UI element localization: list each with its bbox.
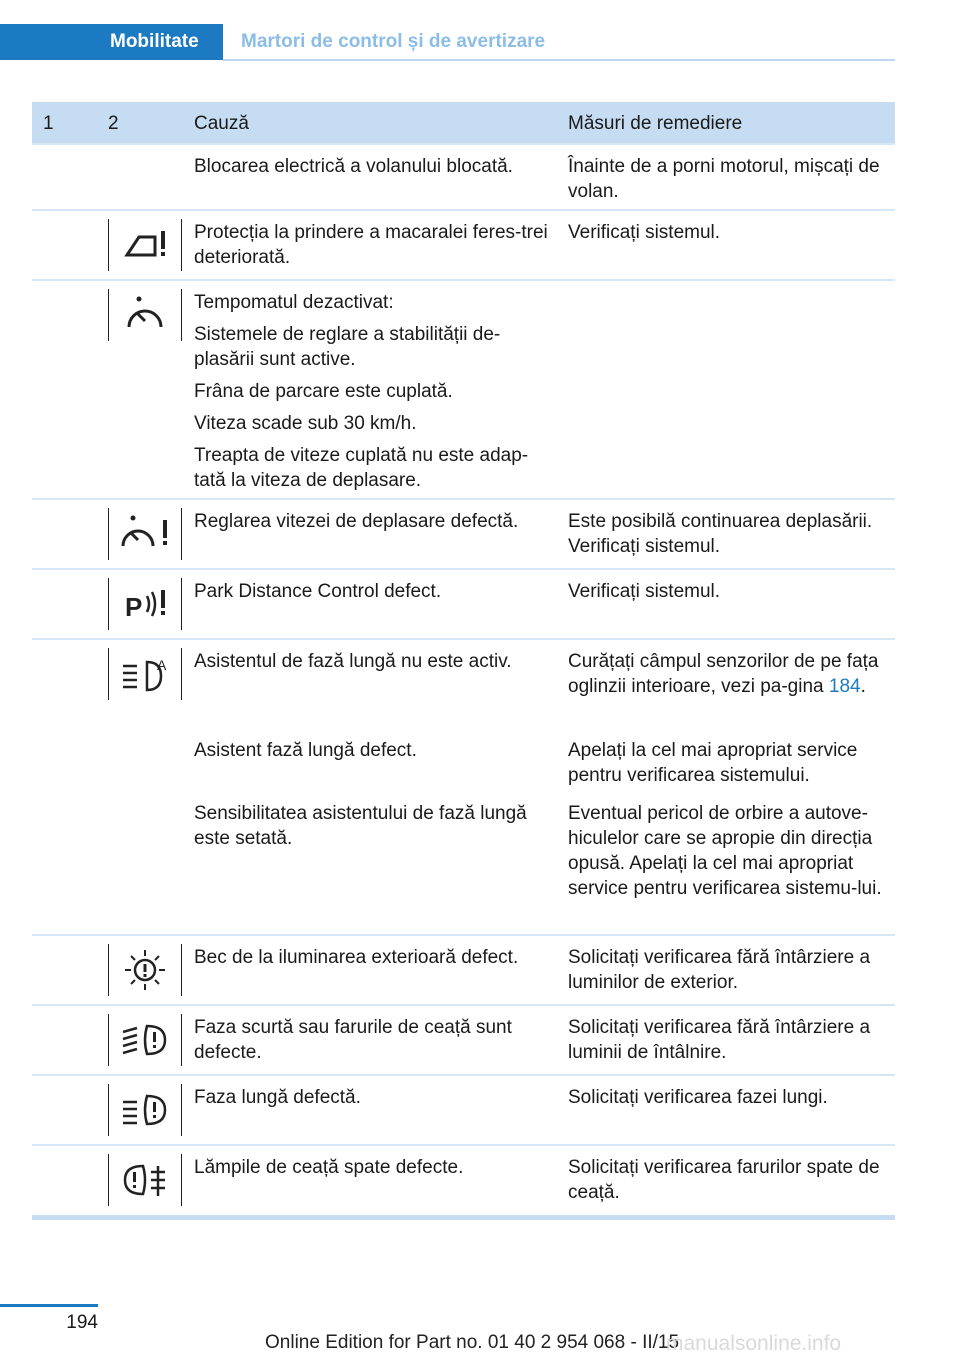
low-beam-failure-icon — [108, 1014, 182, 1066]
table-row — [32, 638, 895, 934]
high-beam-assistant-icon — [108, 648, 182, 700]
remedy-text — [568, 649, 898, 699]
page-number-rule — [0, 1304, 98, 1307]
page-number: 194 — [66, 1312, 98, 1333]
cause-text: Treapta de viteze cuplată nu este adap-tată la viteza de deplasare. — [194, 445, 529, 491]
cause-text: Faza scurtă sau farurile de ceață sunt defecte. — [194, 1017, 512, 1063]
cause-text: Lămpile de ceață spate defecte. — [194, 1157, 464, 1178]
cause-text: Faza lungă defectă. — [194, 1087, 361, 1108]
header-divider — [223, 59, 895, 61]
table-row — [32, 279, 895, 498]
cause-list — [194, 290, 549, 500]
cruise-control-warning-icon — [108, 508, 182, 560]
watermark: manualsonline.info — [666, 1332, 842, 1355]
cause-text: Bec de la iluminarea exterioară defect. — [194, 947, 519, 968]
svg-text:A: A — [157, 657, 167, 673]
remedy-pre: Curățați câmpul senzorilor de pe fața oglinzii interioare, vezi pa-gina — [568, 651, 879, 697]
table-row — [32, 143, 895, 209]
table-row — [32, 1144, 895, 1215]
table-row — [32, 209, 895, 279]
col-header-remedy: Măsuri de remediere — [568, 113, 743, 134]
remedy-text: Verificați sistemul. — [568, 581, 721, 602]
remedy-text: Înainte de a porni motorul, mișcați de volan. — [568, 156, 880, 202]
cause-text: Park Distance Control defect. — [194, 581, 442, 602]
cause-text: Frâna de parcare este cuplată. — [194, 381, 453, 402]
col-header-1: 1 — [43, 113, 54, 134]
edition-footer: Online Edition for Part no. 01 40 2 954 068 - II/15 — [265, 1332, 680, 1353]
remedy-text: Solicitați verificarea fazei lungi. — [568, 1087, 828, 1108]
col-header-2: 2 — [108, 113, 119, 134]
cause-text: Reglarea vitezei de deplasare defectă. — [194, 511, 519, 532]
table-row — [32, 1004, 895, 1074]
remedy-text: Solicitați verificarea farurilor spate de ceață. — [568, 1157, 880, 1203]
remedy-post: . — [860, 676, 866, 697]
cause-text: Sistemele de reglare a stabilității de-plasării sunt active. — [194, 324, 501, 370]
remedy-text: Este posibilă continuarea deplasării. Verificați sistemul. — [568, 511, 873, 557]
remedy-text: Apelați la cel mai apropriat service pentru verificarea sistemului. — [568, 740, 858, 786]
col-header-cause: Cauză — [194, 113, 249, 134]
page-header — [0, 0, 960, 62]
section-tab[interactable]: Mobilitate — [0, 24, 223, 60]
cause-text: Asistent fază lungă defect. — [194, 740, 417, 761]
cause-text: Asistentul de fază lungă nu este activ. — [194, 651, 512, 672]
table-bottom-rule — [32, 1215, 895, 1220]
exterior-bulb-failure-icon — [108, 944, 182, 996]
remedy-text: Eventual pericol de orbire a autove-hiculelor care se apropie din direcția opusă. Apelați la cel mai apropriat service pentru verificarea sistemu-lui. — [568, 803, 882, 899]
cause-text: Viteza scade sub 30 km/h. — [194, 413, 417, 434]
page-link[interactable]: 184 — [828, 676, 861, 697]
table-row — [32, 568, 895, 638]
table-header — [32, 102, 895, 143]
high-beam-failure-icon — [108, 1084, 182, 1136]
warning-lights-table — [32, 102, 895, 1220]
remedy-text: Solicitați verificarea fără întârziere a luminii de întâlnire. — [568, 1017, 871, 1063]
chapter-tab[interactable]: Martori de control și de avertizare — [241, 31, 546, 52]
svg-text:P: P — [125, 592, 143, 622]
cause-text: Sensibilitatea asistentului de fază lungă este setată. — [194, 803, 527, 849]
cause-text: Tempomatul dezactivat: — [194, 292, 394, 313]
window-pinch-warning-icon — [108, 219, 182, 271]
remedy-text: Solicitați verificarea fără întârziere a luminilor de exterior. — [568, 947, 871, 993]
table-row — [32, 498, 895, 568]
table-row — [32, 934, 895, 1004]
table-row — [32, 1074, 895, 1144]
cause-text: Blocarea electrică a volanului blocată. — [194, 156, 513, 177]
cruise-control-icon — [108, 289, 182, 341]
remedy-text: Verificați sistemul. — [568, 222, 721, 243]
rear-fog-lamp-failure-icon — [108, 1154, 182, 1206]
cause-text: Protecția la prindere a macaralei feres-trei deteriorată. — [194, 222, 548, 268]
park-distance-control-icon — [108, 578, 182, 630]
